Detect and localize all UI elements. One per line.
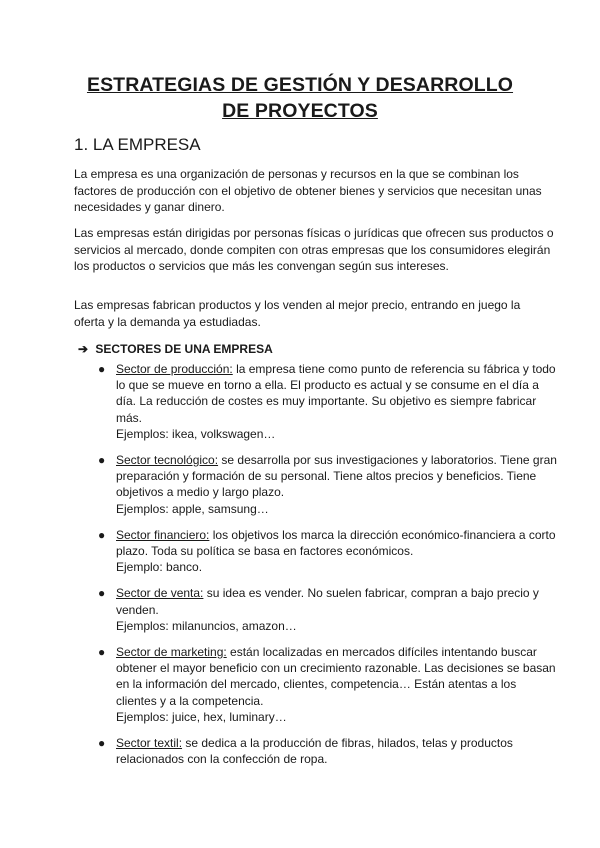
sector-name: Sector textil: xyxy=(116,736,183,751)
list-item xyxy=(98,735,560,767)
paragraph-1: La empresa es una organización de personas y recursos en la que se combinan los factores de producción con el objetivo de obtener bienes y servicios que necesitan unas necesidades y ganar dinero. xyxy=(74,167,542,214)
sectors-heading-label: SECTORES DE UNA EMPRESA xyxy=(95,342,273,356)
sector-description: la empresa tiene como punto de referencia su fábrica y todo lo que se mueve en torno a ella. El producto es actual y se consume en el día a día. La reducción de costes es muy importante. Su objetivo es siempre fabricar más. xyxy=(116,362,556,425)
sector-examples: Ejemplos: apple, samsung… xyxy=(116,501,269,516)
paragraph-2: Las empresas están dirigidas por personas físicas o jurídicas que ofrecen sus productos o servicios al mercado, donde compiten con otras empresas que los consumidores elegirán los productos o servicios que más les convengan según sus intereses. xyxy=(74,226,554,273)
sector-name: Sector tecnológico: xyxy=(116,453,219,468)
list-item xyxy=(98,527,560,576)
bullet-icon: ● xyxy=(98,362,106,376)
paragraph-3: Las empresas fabrican productos y los venden al mejor precio, entrando en juego la oferta y la demanda ya estudiadas. xyxy=(74,298,521,329)
bullet-icon: ● xyxy=(98,586,106,601)
list-item xyxy=(98,644,560,725)
sectors-heading xyxy=(78,341,273,357)
sector-description: están localizadas en mercados difíciles intentando buscar obtener el mayor beneficio con un crecimiento razonable. Las decisiones se basan en la información del mercado, clientes, competencia… Están atentas a los clientes y a la competencia. xyxy=(116,645,556,708)
sector-examples: Ejemplos: juice, hex, luminary… xyxy=(116,709,287,724)
bullet-icon: ● xyxy=(98,736,106,751)
sector-description: se desarrolla por sus investigaciones y laboratorios. Tiene gran preparación y formación de su personal. Tiene altos precios y beneficios. Tiene objetivos a medio y largo plazo. xyxy=(116,453,557,500)
list-item xyxy=(98,585,560,634)
arrow-right-icon: ➔ xyxy=(78,342,89,356)
sector-name: Sector de marketing: xyxy=(116,645,227,660)
bullet-icon: ● xyxy=(98,453,106,468)
sector-description: su idea es vender. No suelen fabricar, compran a bajo precio y venden. xyxy=(116,586,539,617)
sector-name: Sector de producción: xyxy=(116,362,233,376)
section-heading: 1. LA EMPRESA xyxy=(74,135,201,154)
title-line-1: ESTRATEGIAS DE GESTIÓN Y DESARROLLO xyxy=(86,74,514,96)
sector-examples: Ejemplos: milanuncios, amazon… xyxy=(116,618,297,633)
document-title xyxy=(40,72,560,124)
list-item xyxy=(98,361,560,442)
sector-description: se dedica a la producción de fibras, hilados, telas y productos relacionados con la confección de ropa. xyxy=(116,736,513,767)
bullet-icon: ● xyxy=(98,645,106,660)
sector-list xyxy=(98,361,560,777)
sector-name: Sector de venta: xyxy=(116,586,204,601)
title-line-2: DE PROYECTOS xyxy=(222,100,378,122)
bullet-icon: ● xyxy=(98,527,106,542)
sector-description: los objetivos los marca la dirección económico-financiera a corto plazo. Toda su política se basa en factores económicos. xyxy=(116,527,556,559)
list-item xyxy=(98,452,560,517)
sector-name: Sector financiero: xyxy=(116,527,210,542)
sector-examples: Ejemplo: banco. xyxy=(116,560,203,575)
sector-examples: Ejemplos: ikea, volkswagen… xyxy=(116,426,276,441)
